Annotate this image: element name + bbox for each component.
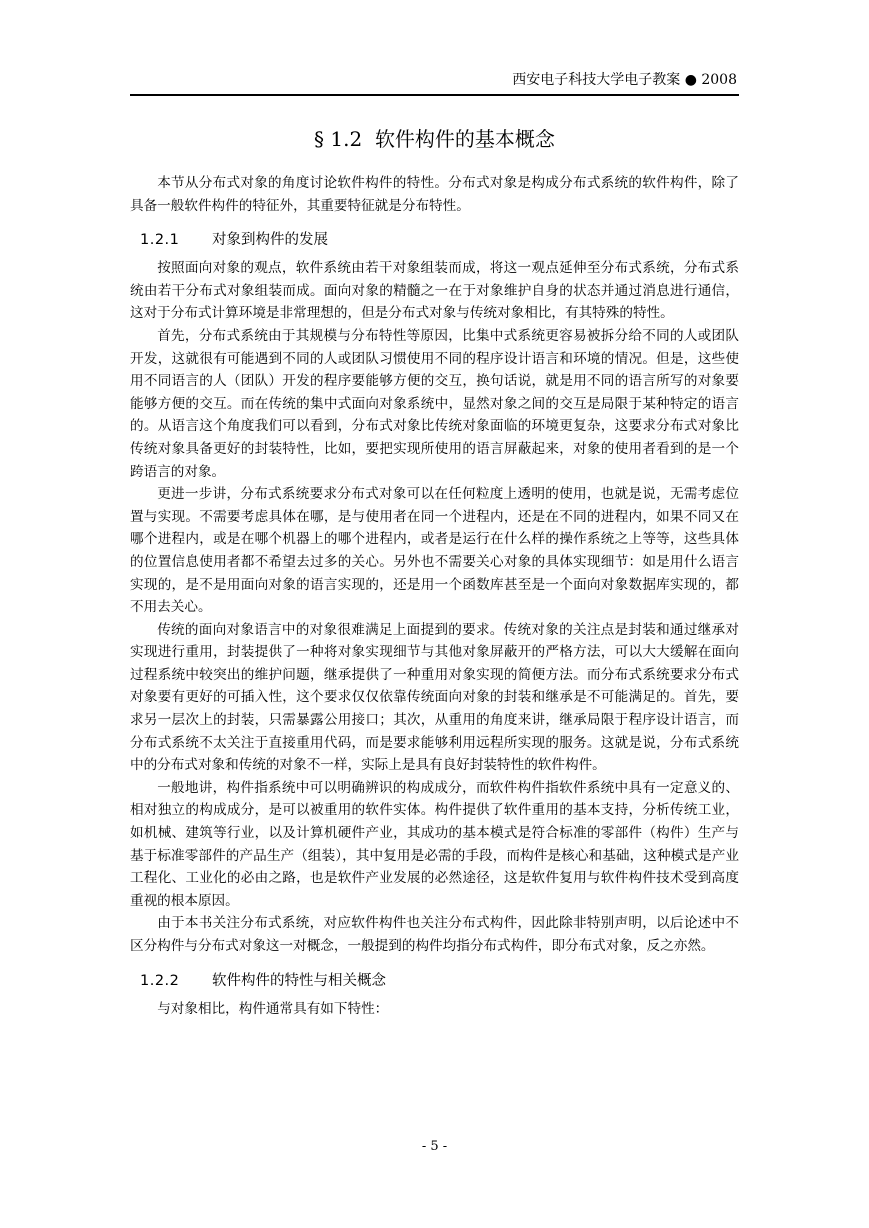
intro-paragraph: 本节从分布式对象的角度讨论软件构件的特性。分布式对象是构成分布式系统的软件构件，除了具备一般软件构件的特征外，其重要特征就是分布特性。 (130, 175, 739, 214)
body-paragraph: 一般地讲，构件指系统中可以明确辨识的构成成分，而软件构件指软件系统中具有一定意义的、相对独立的构成成分，是可以被重用的软件实体。构件提供了软件重用的基本支持，分析传统工业，如机械、建筑等行业，以及计算机硬件产业，其成功的基本模式是符合标准的零部件（构件）生产与基于标准零部件的产品生产（组装），其中复用是必需的手段，而构件是核心和基础，这种模式是产业工程化、工业化的必由之路，也是软件产业发展的必然途径，这是软件复用与软件构件技术受到高度重视的根本原因。 (130, 779, 739, 909)
subsection-1-number: 1.2.1 (140, 232, 180, 249)
body-paragraph: 更进一步讲，分布式系统要求分布式对象可以在任何粒度上透明的使用，也就是说，无需考虑位置与实现。不需要考虑具体在哪，是与使用者在同一个进程内，还是在不同的进程内，如果不同又在哪个进程内，或是在哪个机器上的哪个进程内，或者是运行在什么样的操作系统之上等等，这些具体的位置信息使用者都不希望去过多的关心。另外也不需要关心对象的具体实现细节：如是用什么语言实现的，是不是用面向对象的语言实现的，还是用一个函数库甚至是一个面向对象数据库实现的，都不用去关心。 (130, 486, 739, 616)
body-paragraph: 与对象相比，构件通常具有如下特性： (157, 1000, 389, 1017)
body-paragraph: 首先，分布式系统由于其规模与分布特性等原因，比集中式系统更容易被拆分给不同的人或团队开发，这就很有可能遇到不同的人或团队习惯使用不同的程序设计语言和环境的情况。但是，这些使用不同语言的人（团队）开发的程序要能够方便的交互，换句话说，就是用不同的语言所写的对象要能够方便的交互。而在传统的集中式面向对象系统中，显然对象之间的交互是局限于某种特定的语言的。从语言这个角度我们可以看到，分布式对象比传统对象面临的环境更复杂，这要求分布式对象比传统对象具备更好的封装特性，比如，要把实现所使用的语言屏蔽起来，对象的使用者看到的是一个跨语言的对象。 (130, 327, 739, 480)
subsection-2-heading (130, 970, 739, 992)
main-content (130, 172, 739, 1020)
header-title: 西安电子科技大学电子教案 ● 2008 (512, 72, 737, 88)
subsection-2-number: 1.2.2 (140, 972, 180, 989)
subsection-1-heading (130, 229, 739, 251)
subsection-2-title: 软件构件的特性与相关概念 (212, 972, 386, 989)
section-title (130, 126, 739, 152)
page-header (130, 70, 739, 96)
subsection-1-title: 对象到构件的发展 (212, 232, 328, 249)
body-paragraph: 按照面向对象的观点，软件系统由若干对象组装而成，将这一观点延伸至分布式系统，分布式系统由若干分布式对象组装而成。面向对象的精髓之一在于对象维护自身的状态并通过消息进行通信，这对于分布式计算环境是非常理想的，但是分布式对象与传统对象相比，有其特殊的特性。 (130, 260, 739, 322)
section-symbol: § 1.2 (314, 127, 363, 151)
body-paragraph: 由于本书关注分布式系统，对应软件构件也关注分布式构件，因此除非特别声明，以后论述中不区分构件与分布式对象这一对概念，一般提到的构件均指分布式构件，即分布式对象，反之亦然。 (130, 915, 739, 954)
body-paragraph: 传统的面向对象语言中的对象很难满足上面提到的要求。传统对象的关注点是封装和通过继承对实现进行重用，封装提供了一种将对象实现细节与其他对象屏蔽开的严格方法，可以大大缓解在面向过程系统中较突出的维护问题，继承提供了一种重用对象实现的简便方法。而分布式系统要求分布式对象要有更好的可插入性，这个要求仅仅依靠传统面向对象的封装和继承是不可能满足的。首先，要求另一层次上的封装，只需暴露公用接口；其次，从重用的角度来讲，继承局限于程序设计语言，而分布式系统不太关注于直接重用代码，而是要求能够利用远程所实现的服务。这就是说，分布式系统中的分布式对象和传统的对象不一样，实际上是具有良好封装特性的软件构件。 (130, 621, 739, 774)
page-number: - 5 - (421, 1139, 448, 1154)
section-title-text: 软件构件的基本概念 (374, 127, 555, 151)
